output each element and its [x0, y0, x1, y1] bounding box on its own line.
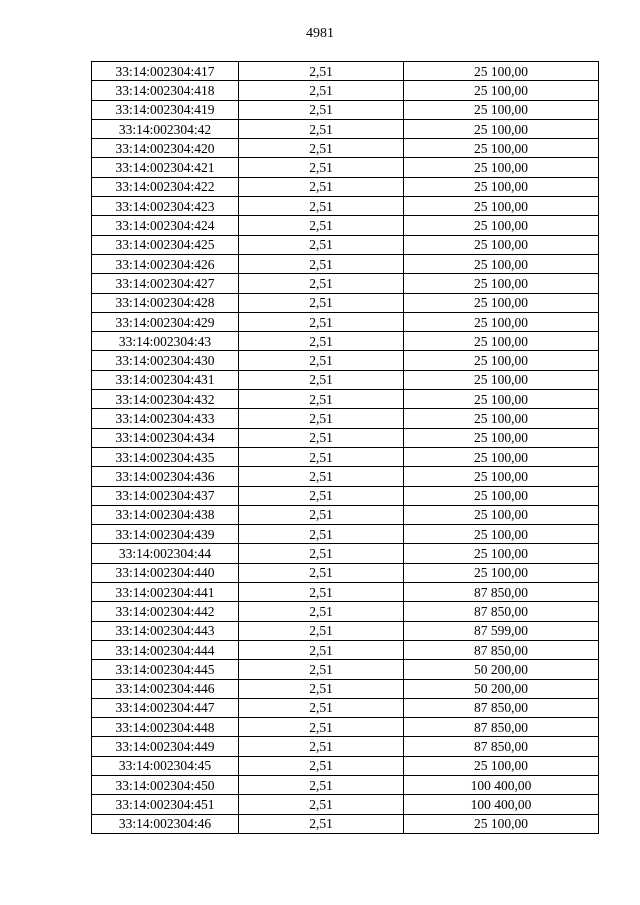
table-row [92, 602, 599, 621]
amount-cell: 50 200,00 [404, 679, 599, 698]
cadastral-number-cell: 33:14:002304:437 [92, 486, 239, 505]
cadastral-number-cell: 33:14:002304:451 [92, 795, 239, 814]
amount-cell: 25 100,00 [404, 216, 599, 235]
amount-cell: 100 400,00 [404, 775, 599, 794]
cadastral-number-cell: 33:14:002304:428 [92, 293, 239, 312]
cadastral-number-cell: 33:14:002304:425 [92, 235, 239, 254]
coefficient-cell: 2,51 [239, 698, 404, 717]
coefficient-cell: 2,51 [239, 563, 404, 582]
cadastral-number-cell: 33:14:002304:432 [92, 390, 239, 409]
cadastral-number-cell: 33:14:002304:450 [92, 775, 239, 794]
amount-cell: 87 850,00 [404, 698, 599, 717]
coefficient-cell: 2,51 [239, 640, 404, 659]
coefficient-cell: 2,51 [239, 254, 404, 273]
cadastral-number-cell: 33:14:002304:439 [92, 525, 239, 544]
coefficient-cell: 2,51 [239, 351, 404, 370]
cadastral-number-cell: 33:14:002304:418 [92, 81, 239, 100]
table-row [92, 505, 599, 524]
amount-cell: 87 850,00 [404, 583, 599, 602]
amount-cell: 25 100,00 [404, 505, 599, 524]
coefficient-cell: 2,51 [239, 621, 404, 640]
cadastral-number-cell: 33:14:002304:440 [92, 563, 239, 582]
table-row [92, 544, 599, 563]
cadastral-number-cell: 33:14:002304:433 [92, 409, 239, 428]
coefficient-cell: 2,51 [239, 390, 404, 409]
coefficient-cell: 2,51 [239, 814, 404, 833]
cadastral-number-cell: 33:14:002304:445 [92, 660, 239, 679]
cadastral-number-cell: 33:14:002304:419 [92, 100, 239, 119]
cadastral-number-cell: 33:14:002304:441 [92, 583, 239, 602]
table-row [92, 409, 599, 428]
cadastral-number-cell: 33:14:002304:438 [92, 505, 239, 524]
amount-cell: 25 100,00 [404, 351, 599, 370]
cadastral-number-cell: 33:14:002304:46 [92, 814, 239, 833]
coefficient-cell: 2,51 [239, 467, 404, 486]
amount-cell: 25 100,00 [404, 486, 599, 505]
table-row [92, 235, 599, 254]
amount-cell: 25 100,00 [404, 312, 599, 331]
coefficient-cell: 2,51 [239, 428, 404, 447]
table-row [92, 62, 599, 81]
table-row [92, 525, 599, 544]
coefficient-cell: 2,51 [239, 583, 404, 602]
coefficient-cell: 2,51 [239, 660, 404, 679]
coefficient-cell: 2,51 [239, 795, 404, 814]
cadastral-number-cell: 33:14:002304:424 [92, 216, 239, 235]
table-row [92, 467, 599, 486]
coefficient-cell: 2,51 [239, 505, 404, 524]
amount-cell: 25 100,00 [404, 370, 599, 389]
cadastral-number-cell: 33:14:002304:443 [92, 621, 239, 640]
coefficient-cell: 2,51 [239, 81, 404, 100]
coefficient-cell: 2,51 [239, 602, 404, 621]
table-row [92, 756, 599, 775]
table-row [92, 81, 599, 100]
coefficient-cell: 2,51 [239, 139, 404, 158]
amount-cell: 50 200,00 [404, 660, 599, 679]
table-row [92, 640, 599, 659]
table-row [92, 332, 599, 351]
table-row [92, 351, 599, 370]
table-row [92, 679, 599, 698]
amount-cell: 25 100,00 [404, 158, 599, 177]
amount-cell: 25 100,00 [404, 332, 599, 351]
coefficient-cell: 2,51 [239, 370, 404, 389]
cadastral-number-cell: 33:14:002304:417 [92, 62, 239, 81]
table-row [92, 814, 599, 833]
coefficient-cell: 2,51 [239, 177, 404, 196]
amount-cell: 25 100,00 [404, 235, 599, 254]
cadastral-number-cell: 33:14:002304:43 [92, 332, 239, 351]
coefficient-cell: 2,51 [239, 312, 404, 331]
coefficient-cell: 2,51 [239, 197, 404, 216]
amount-cell: 25 100,00 [404, 409, 599, 428]
table-row [92, 158, 599, 177]
coefficient-cell: 2,51 [239, 737, 404, 756]
table-row [92, 563, 599, 582]
cadastral-number-cell: 33:14:002304:427 [92, 274, 239, 293]
amount-cell: 25 100,00 [404, 544, 599, 563]
cadastral-number-cell: 33:14:002304:444 [92, 640, 239, 659]
data-table [91, 61, 599, 834]
amount-cell: 87 850,00 [404, 640, 599, 659]
cadastral-number-cell: 33:14:002304:44 [92, 544, 239, 563]
amount-cell: 25 100,00 [404, 62, 599, 81]
table-row [92, 216, 599, 235]
coefficient-cell: 2,51 [239, 679, 404, 698]
cadastral-number-cell: 33:14:002304:431 [92, 370, 239, 389]
cadastral-number-cell: 33:14:002304:423 [92, 197, 239, 216]
amount-cell: 100 400,00 [404, 795, 599, 814]
cadastral-number-cell: 33:14:002304:448 [92, 718, 239, 737]
table-row [92, 428, 599, 447]
amount-cell: 25 100,00 [404, 119, 599, 138]
amount-cell: 25 100,00 [404, 428, 599, 447]
table-row [92, 447, 599, 466]
table-row [92, 718, 599, 737]
coefficient-cell: 2,51 [239, 293, 404, 312]
coefficient-cell: 2,51 [239, 216, 404, 235]
amount-cell: 25 100,00 [404, 254, 599, 273]
coefficient-cell: 2,51 [239, 119, 404, 138]
page-number: 4981 [306, 26, 334, 41]
table-row [92, 795, 599, 814]
coefficient-cell: 2,51 [239, 235, 404, 254]
amount-cell: 25 100,00 [404, 139, 599, 158]
coefficient-cell: 2,51 [239, 332, 404, 351]
amount-cell: 87 599,00 [404, 621, 599, 640]
coefficient-cell: 2,51 [239, 62, 404, 81]
coefficient-cell: 2,51 [239, 756, 404, 775]
amount-cell: 25 100,00 [404, 197, 599, 216]
amount-cell: 25 100,00 [404, 100, 599, 119]
coefficient-cell: 2,51 [239, 775, 404, 794]
cadastral-number-cell: 33:14:002304:434 [92, 428, 239, 447]
table-row [92, 119, 599, 138]
coefficient-cell: 2,51 [239, 718, 404, 737]
amount-cell: 25 100,00 [404, 81, 599, 100]
amount-cell: 87 850,00 [404, 737, 599, 756]
cadastral-number-cell: 33:14:002304:426 [92, 254, 239, 273]
cadastral-number-cell: 33:14:002304:449 [92, 737, 239, 756]
amount-cell: 25 100,00 [404, 756, 599, 775]
table-row [92, 312, 599, 331]
table-body [92, 62, 599, 834]
table-row [92, 698, 599, 717]
coefficient-cell: 2,51 [239, 544, 404, 563]
cadastral-number-cell: 33:14:002304:422 [92, 177, 239, 196]
cadastral-number-cell: 33:14:002304:421 [92, 158, 239, 177]
table-row [92, 621, 599, 640]
coefficient-cell: 2,51 [239, 274, 404, 293]
cadastral-number-cell: 33:14:002304:436 [92, 467, 239, 486]
cadastral-number-cell: 33:14:002304:446 [92, 679, 239, 698]
table-row [92, 293, 599, 312]
table-row [92, 370, 599, 389]
cadastral-number-cell: 33:14:002304:420 [92, 139, 239, 158]
amount-cell: 87 850,00 [404, 718, 599, 737]
table-row [92, 737, 599, 756]
coefficient-cell: 2,51 [239, 100, 404, 119]
table-row [92, 177, 599, 196]
table-row [92, 775, 599, 794]
amount-cell: 25 100,00 [404, 390, 599, 409]
cadastral-number-cell: 33:14:002304:435 [92, 447, 239, 466]
cadastral-number-cell: 33:14:002304:447 [92, 698, 239, 717]
table-row [92, 660, 599, 679]
amount-cell: 25 100,00 [404, 814, 599, 833]
table-row [92, 100, 599, 119]
table-row [92, 254, 599, 273]
coefficient-cell: 2,51 [239, 447, 404, 466]
table-row [92, 583, 599, 602]
table-row [92, 197, 599, 216]
amount-cell: 25 100,00 [404, 563, 599, 582]
amount-cell: 25 100,00 [404, 293, 599, 312]
table-row [92, 486, 599, 505]
cadastral-number-cell: 33:14:002304:442 [92, 602, 239, 621]
cadastral-number-cell: 33:14:002304:42 [92, 119, 239, 138]
table-row [92, 139, 599, 158]
amount-cell: 25 100,00 [404, 274, 599, 293]
amount-cell: 87 850,00 [404, 602, 599, 621]
coefficient-cell: 2,51 [239, 486, 404, 505]
amount-cell: 25 100,00 [404, 467, 599, 486]
amount-cell: 25 100,00 [404, 177, 599, 196]
cadastral-number-cell: 33:14:002304:429 [92, 312, 239, 331]
cadastral-number-cell: 33:14:002304:45 [92, 756, 239, 775]
coefficient-cell: 2,51 [239, 525, 404, 544]
amount-cell: 25 100,00 [404, 525, 599, 544]
table-row [92, 274, 599, 293]
coefficient-cell: 2,51 [239, 158, 404, 177]
coefficient-cell: 2,51 [239, 409, 404, 428]
amount-cell: 25 100,00 [404, 447, 599, 466]
cadastral-number-cell: 33:14:002304:430 [92, 351, 239, 370]
table-row [92, 390, 599, 409]
